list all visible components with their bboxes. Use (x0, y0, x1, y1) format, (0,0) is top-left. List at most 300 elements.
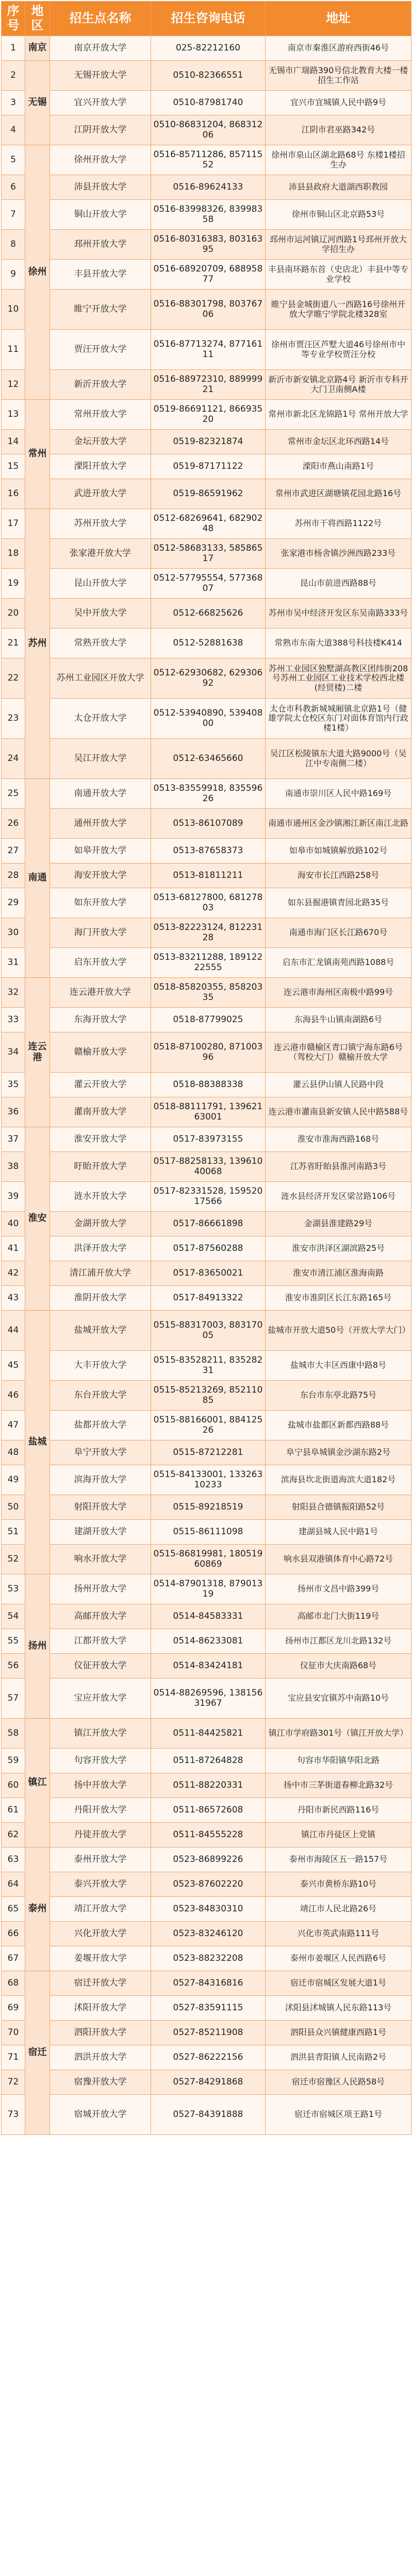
address: 连云港市海州区南极中路99号 (266, 978, 411, 1008)
phone-number: 0511-84425821 (151, 1719, 266, 1749)
address: 常州市金坛区北环西路14号 (266, 430, 411, 454)
address: 溧阳市燕山南路1号 (266, 454, 411, 479)
address: 兴化市英武南路111号 (266, 1922, 411, 1946)
table-row (2, 1798, 411, 1823)
phone-number: 0513-87658373 (151, 839, 266, 863)
campus-name: 宝应开放大学 (50, 1679, 151, 1719)
campus-name: 清江浦开放大学 (50, 1261, 151, 1286)
row-number: 31 (2, 948, 25, 978)
row-number: 72 (2, 2070, 25, 2095)
address: 徐州市贾汪区芦墅大道46号徐州市中等专业学校贾汪分校 (266, 330, 411, 370)
row-number: 14 (2, 430, 25, 454)
table-row (2, 1823, 411, 1848)
phone-number: 0519-86591962 (151, 479, 266, 509)
table-row (2, 200, 411, 230)
campus-name: 无锡开放大学 (50, 61, 151, 91)
phone-number: 0513-86107089 (151, 809, 266, 839)
phone-number: 0512-68269641, 68290248 (151, 509, 266, 539)
campus-name: 海安开放大学 (50, 863, 151, 888)
phone-number: 0517-84913322 (151, 1286, 266, 1311)
row-number: 1 (2, 36, 25, 61)
phone-number: 0516-89624133 (151, 175, 266, 200)
campus-name: 盐都开放大学 (50, 1411, 151, 1440)
campus-name: 丹阳开放大学 (50, 1798, 151, 1823)
header-phone: 招生咨询电话 (151, 2, 266, 36)
address: 盐城市开放大道50号（开放大学大门） (266, 1311, 411, 1351)
row-number: 38 (2, 1152, 25, 1182)
phone-number: 0514-87901318, 87901319 (151, 1574, 266, 1604)
campus-name: 盐城开放大学 (50, 1311, 151, 1351)
region-cell: 徐州 (25, 145, 50, 400)
phone-number: 0518-88388338 (151, 1073, 266, 1097)
address: 连云港市赣榆区青口镇宁海东路6号（驾校大门）赣榆开放大学 (266, 1032, 411, 1073)
phone-number: 0515-88317003, 88317005 (151, 1311, 266, 1351)
phone-number: 0510-82366551 (151, 61, 266, 91)
table-row (2, 1311, 411, 1351)
address: 江阴市君巫路342号 (266, 115, 411, 145)
row-number: 47 (2, 1411, 25, 1440)
campus-name: 张家港开放大学 (50, 539, 151, 569)
phone-number: 0518-85820355, 85820335 (151, 978, 266, 1008)
campus-name: 淮阴开放大学 (50, 1286, 151, 1311)
campus-name: 高邮开放大学 (50, 1604, 151, 1629)
phone-number: 0514-83424181 (151, 1654, 266, 1679)
campus-name: 苏州工业园区开放大学 (50, 658, 151, 699)
table-row (2, 1604, 411, 1629)
phone-number: 0523-86899226 (151, 1848, 266, 1872)
campus-name: 江阴开放大学 (50, 115, 151, 145)
table-row (2, 1574, 411, 1604)
table-row (2, 61, 411, 91)
address: 高邮市北门大街119号 (266, 1604, 411, 1629)
table-row (2, 400, 411, 430)
row-number: 68 (2, 1971, 25, 1996)
row-number: 69 (2, 1996, 25, 2021)
table-row (2, 739, 411, 779)
campus-name: 溧阳开放大学 (50, 454, 151, 479)
phone-number: 0516-88972310, 88999921 (151, 370, 266, 400)
table-row (2, 1996, 411, 2021)
row-number: 67 (2, 1946, 25, 1971)
table-row (2, 370, 411, 400)
address: 泗洪县青阳镇人民南路2号 (266, 2045, 411, 2070)
campus-name: 宿城开放大学 (50, 2095, 151, 2135)
phone-number: 0519-82321874 (151, 430, 266, 454)
table-row (2, 1381, 411, 1411)
address: 靖江市人民北路26号 (266, 1897, 411, 1922)
phone-number: 0527-84391888 (151, 2095, 266, 2135)
row-number: 56 (2, 1654, 25, 1679)
campus-name: 宿迁开放大学 (50, 1971, 151, 1996)
row-number: 20 (2, 599, 25, 629)
header-name: 招生点名称 (50, 2, 151, 36)
row-number: 6 (2, 175, 25, 200)
campus-name: 如皋开放大学 (50, 839, 151, 863)
campus-name: 丰县开放大学 (50, 260, 151, 290)
phone-number: 0517-86661898 (151, 1212, 266, 1236)
row-number: 30 (2, 918, 25, 948)
table-row (2, 629, 411, 658)
region-cell: 宿迁 (25, 1971, 50, 2135)
table-row (2, 230, 411, 260)
campus-name: 武进开放大学 (50, 479, 151, 509)
campus-name: 宜兴开放大学 (50, 91, 151, 115)
phone-number: 0519-87171122 (151, 454, 266, 479)
address: 睢宁县金城街道八一西路16号徐州开放大学睢宁学院北楼328室 (266, 290, 411, 330)
row-number: 55 (2, 1629, 25, 1654)
address: 盐城市盐都区新都西路88号 (266, 1411, 411, 1440)
campus-name: 徐州开放大学 (50, 145, 151, 175)
campus-name: 昆山开放大学 (50, 569, 151, 599)
region-cell: 扬州 (25, 1574, 50, 1719)
row-number: 25 (2, 779, 25, 809)
phone-number: 0514-88269596, 13815631967 (151, 1679, 266, 1719)
phone-number: 0517-83973155 (151, 1127, 266, 1152)
row-number: 59 (2, 1749, 25, 1773)
phone-number: 0516-83998326, 83998358 (151, 200, 266, 230)
phone-number: 0512-63465660 (151, 739, 266, 779)
phone-number: 0512-62930682, 62930692 (151, 658, 266, 699)
phone-number: 0516-87713274, 87716111 (151, 330, 266, 370)
row-number: 54 (2, 1604, 25, 1629)
address: 镇江市丹徒区上党镇 (266, 1823, 411, 1848)
row-number: 57 (2, 1679, 25, 1719)
campus-name: 太仓开放大学 (50, 699, 151, 739)
phone-number: 0523-84830310 (151, 1897, 266, 1922)
address: 江苏省盱眙县淮河南路3号 (266, 1152, 411, 1182)
table-row (2, 1212, 411, 1236)
row-number: 17 (2, 509, 25, 539)
row-number: 19 (2, 569, 25, 599)
address: 宿迁市宿城区项王路1号 (266, 2095, 411, 2135)
region-cell: 苏州 (25, 509, 50, 779)
table-row (2, 1008, 411, 1032)
phone-number: 0518-87100280, 87100396 (151, 1032, 266, 1073)
row-number: 37 (2, 1127, 25, 1152)
table-row (2, 1182, 411, 1212)
campus-name: 贾汪开放大学 (50, 330, 151, 370)
row-number: 15 (2, 454, 25, 479)
phone-number: 0518-87799025 (151, 1008, 266, 1032)
row-number: 52 (2, 1545, 25, 1574)
campus-name: 泰兴开放大学 (50, 1872, 151, 1897)
address: 启东市汇龙镇南苑西路1088号 (266, 948, 411, 978)
region-cell: 无锡 (25, 61, 50, 145)
table-row (2, 863, 411, 888)
table-row (2, 948, 411, 978)
row-number: 34 (2, 1032, 25, 1073)
phone-number: 0517-88258133, 13961040068 (151, 1152, 266, 1182)
phone-number: 0527-85211908 (151, 2021, 266, 2045)
table-row (2, 1465, 411, 1495)
row-number: 65 (2, 1897, 25, 1922)
region-cell: 南京 (25, 36, 50, 61)
campus-name: 镇江开放大学 (50, 1719, 151, 1749)
table-row (2, 430, 411, 454)
address: 苏州市吴中经济开发区东吴南路333号 (266, 599, 411, 629)
table-row (2, 330, 411, 370)
table-row (2, 1351, 411, 1381)
address: 阜宁县阜城镇金沙湖东路2号 (266, 1440, 411, 1465)
address: 太仓市科教新城城厢镇北京路1号（健雄学院太仓校区东门对面体育馆内行政楼1楼） (266, 699, 411, 739)
address: 无锡市广瑞路390号信北教育大楼一楼招生工作站 (266, 61, 411, 91)
phone-number: 0511-86572608 (151, 1798, 266, 1823)
row-number: 2 (2, 61, 25, 91)
phone-number: 0515-83528211, 83528231 (151, 1351, 266, 1381)
row-number: 18 (2, 539, 25, 569)
row-number: 3 (2, 91, 25, 115)
header-no: 序号 (2, 2, 25, 36)
phone-number: 0515-86111098 (151, 1520, 266, 1545)
phone-number: 0516-80316383, 80316395 (151, 230, 266, 260)
table-row (2, 175, 411, 200)
table-row (2, 658, 411, 699)
campus-name: 扬州开放大学 (50, 1574, 151, 1604)
table-body (2, 36, 411, 2135)
address: 泰州市海陵区五一路157号 (266, 1848, 411, 1872)
campus-name: 阜宁开放大学 (50, 1440, 151, 1465)
address: 淮安市清江浦区淮海南路 (266, 1261, 411, 1286)
table-row (2, 1971, 411, 1996)
address: 海安市长江西路258号 (266, 863, 411, 888)
table-row (2, 1679, 411, 1719)
phone-number: 0527-84291868 (151, 2070, 266, 2095)
address: 东海县牛山镇南湖路6号 (266, 1008, 411, 1032)
row-number: 12 (2, 370, 25, 400)
address: 南通市通州区金沙镇湘江新区南江北路 (266, 809, 411, 839)
row-number: 49 (2, 1465, 25, 1495)
campus-name: 宿豫开放大学 (50, 2070, 151, 2095)
table-row (2, 569, 411, 599)
table-row (2, 260, 411, 290)
phone-number: 0516-85711286, 85711552 (151, 145, 266, 175)
row-number: 23 (2, 699, 25, 739)
table-row (2, 1261, 411, 1286)
table-row (2, 145, 411, 175)
phone-number: 0517-87560288 (151, 1236, 266, 1261)
row-number: 22 (2, 658, 25, 699)
row-number: 73 (2, 2095, 25, 2135)
table-row (2, 115, 411, 145)
phone-number: 0511-84555228 (151, 1823, 266, 1848)
phone-number: 0513-81811211 (151, 863, 266, 888)
campus-name: 句容开放大学 (50, 1749, 151, 1773)
campus-name: 南京开放大学 (50, 36, 151, 61)
row-number: 7 (2, 200, 25, 230)
row-number: 8 (2, 230, 25, 260)
phone-number: 0527-83591115 (151, 1996, 266, 2021)
address: 扬州市文昌中路399号 (266, 1574, 411, 1604)
phone-number: 0515-86819981, 18051960869 (151, 1545, 266, 1574)
phone-number: 0510-87981740 (151, 91, 266, 115)
table-row (2, 1654, 411, 1679)
campus-name: 射阳开放大学 (50, 1495, 151, 1520)
phone-number: 0515-88166001, 88412526 (151, 1411, 266, 1440)
campus-name: 响水开放大学 (50, 1545, 151, 1574)
phone-number: 0516-88301798, 80376706 (151, 290, 266, 330)
table-row (2, 36, 411, 61)
table-row (2, 2070, 411, 2095)
address: 常州市武进区湖塘镇花园北路16号 (266, 479, 411, 509)
address: 如东县掘港镇青园北路35号 (266, 888, 411, 918)
address: 张家港市杨舍镇沙洲西路233号 (266, 539, 411, 569)
address: 句容市华阳镇华阳北路 (266, 1749, 411, 1773)
campus-name: 江都开放大学 (50, 1629, 151, 1654)
row-number: 32 (2, 978, 25, 1008)
table-row (2, 539, 411, 569)
phone-number: 0518-88111791, 13962163001 (151, 1097, 266, 1127)
table-row (2, 290, 411, 330)
address: 徐州市铜山区北京路53号 (266, 200, 411, 230)
row-number: 10 (2, 290, 25, 330)
campus-name: 大丰开放大学 (50, 1351, 151, 1381)
table-row (2, 1848, 411, 1872)
phone-number: 0515-89218519 (151, 1495, 266, 1520)
phone-number: 0517-82331528, 15952017566 (151, 1182, 266, 1212)
table-row (2, 2021, 411, 2045)
campus-name: 沛县开放大学 (50, 175, 151, 200)
campus-name: 南通开放大学 (50, 779, 151, 809)
region-cell: 镇江 (25, 1719, 50, 1848)
table-row (2, 2095, 411, 2135)
campus-name: 滨海开放大学 (50, 1465, 151, 1495)
row-number: 24 (2, 739, 25, 779)
phone-number: 0519-86691121, 86693520 (151, 400, 266, 430)
address: 常州市新北区龙锦路1号 常州开放大学 (266, 400, 411, 430)
phone-number: 0512-57795554, 57736807 (151, 569, 266, 599)
region-cell: 常州 (25, 400, 50, 509)
row-number: 5 (2, 145, 25, 175)
table-row (2, 888, 411, 918)
phone-number: 0512-53940890, 53940800 (151, 699, 266, 739)
campus-name: 泰州开放大学 (50, 1848, 151, 1872)
phone-number: 0511-87264828 (151, 1749, 266, 1773)
table-row (2, 1946, 411, 1971)
campus-name: 姜堰开放大学 (50, 1946, 151, 1971)
address: 射阳县合德镇振阳路52号 (266, 1495, 411, 1520)
region-cell: 南通 (25, 779, 50, 978)
address: 建湖县城人民中路1号 (266, 1520, 411, 1545)
table-row (2, 1872, 411, 1897)
row-number: 41 (2, 1236, 25, 1261)
row-number: 27 (2, 839, 25, 863)
address: 镇江市学府路301号（镇江开放大学） (266, 1719, 411, 1749)
phone-number: 0515-85213269, 85211085 (151, 1381, 266, 1411)
row-number: 44 (2, 1311, 25, 1351)
row-number: 45 (2, 1351, 25, 1381)
address: 沭阳县沭城镇人民东路113号 (266, 1996, 411, 2021)
table-row (2, 699, 411, 739)
address: 泰州市姜堰区人民西路6号 (266, 1946, 411, 1971)
header-city: 地区 (25, 2, 50, 36)
region-cell: 连云港 (25, 978, 50, 1127)
campus-name: 兴化开放大学 (50, 1922, 151, 1946)
row-number: 4 (2, 115, 25, 145)
address: 连云港市灌南县新安镇人民中路588号 (266, 1097, 411, 1127)
address: 金湖县淮建路29号 (266, 1212, 411, 1236)
address: 泗阳县众兴镇健康西路1号 (266, 2021, 411, 2045)
campus-name: 赣榆开放大学 (50, 1032, 151, 1073)
phone-number: 0527-84316816 (151, 1971, 266, 1996)
table-row (2, 1127, 411, 1152)
phone-number: 0523-87602220 (151, 1872, 266, 1897)
row-number: 62 (2, 1823, 25, 1848)
region-cell: 盐城 (25, 1311, 50, 1574)
row-number: 50 (2, 1495, 25, 1520)
phone-number: 0513-83559918, 83559626 (151, 779, 266, 809)
table-row (2, 1922, 411, 1946)
campus-name: 金湖开放大学 (50, 1212, 151, 1236)
table-row (2, 1411, 411, 1440)
address: 东台市东亭北路75号 (266, 1381, 411, 1411)
address: 丹阳市新民西路116号 (266, 1798, 411, 1823)
row-number: 13 (2, 400, 25, 430)
phone-number: 0513-83211288, 18912222555 (151, 948, 266, 978)
address: 沛县县政府大道湖西职教园 (266, 175, 411, 200)
phone-number: 0512-58683133, 58586517 (151, 539, 266, 569)
row-number: 46 (2, 1381, 25, 1411)
phone-number: 0516-68920709, 68895877 (151, 260, 266, 290)
address: 响水县双港镇体育中心路72号 (266, 1545, 411, 1574)
address: 常熟市东南大道388号科技楼K414 (266, 629, 411, 658)
address: 滨海县坎北街道海滨大道182号 (266, 1465, 411, 1495)
phone-number: 0514-84583331 (151, 1604, 266, 1629)
address: 仪征市大庆南路68号 (266, 1654, 411, 1679)
campus-name: 淮安开放大学 (50, 1127, 151, 1152)
row-number: 16 (2, 479, 25, 509)
header-row (2, 2, 411, 36)
campus-name: 东台开放大学 (50, 1381, 151, 1411)
campus-name: 新沂开放大学 (50, 370, 151, 400)
campus-name: 靖江开放大学 (50, 1897, 151, 1922)
address: 涟水县经济开发区梁岔路106号 (266, 1182, 411, 1212)
campus-name: 沭阳开放大学 (50, 1996, 151, 2021)
campus-name: 金坛开放大学 (50, 430, 151, 454)
table-row (2, 1286, 411, 1311)
campus-name: 苏州开放大学 (50, 509, 151, 539)
table-row (2, 1897, 411, 1922)
address: 南通市海门区长江路670号 (266, 918, 411, 948)
campus-name: 吴中开放大学 (50, 599, 151, 629)
table-row (2, 1073, 411, 1097)
address: 灌云县伊山镇人民路中段 (266, 1073, 411, 1097)
row-number: 71 (2, 2045, 25, 2070)
campus-name: 如东开放大学 (50, 888, 151, 918)
campus-name: 吴江开放大学 (50, 739, 151, 779)
table-row (2, 599, 411, 629)
table-row (2, 779, 411, 809)
row-number: 51 (2, 1520, 25, 1545)
row-number: 43 (2, 1286, 25, 1311)
phone-number: 0523-83246120 (151, 1922, 266, 1946)
table-row (2, 1719, 411, 1749)
campus-name: 丹徒开放大学 (50, 1823, 151, 1848)
address: 吴江区松陵镇东大道大路9000号（吴江中专南侧二楼） (266, 739, 411, 779)
phone-number: 0515-84133001, 13326310233 (151, 1465, 266, 1495)
table-row (2, 1097, 411, 1127)
table-row (2, 839, 411, 863)
phone-number: 0513-68127800, 68127803 (151, 888, 266, 918)
row-number: 53 (2, 1574, 25, 1604)
phone-number: 0513-82223124, 81223128 (151, 918, 266, 948)
campus-name: 扬中开放大学 (50, 1773, 151, 1798)
campus-name: 盱眙开放大学 (50, 1152, 151, 1182)
table-row (2, 1032, 411, 1073)
campus-name: 启东开放大学 (50, 948, 151, 978)
phone-number: 0511-88220331 (151, 1773, 266, 1798)
enrollment-table (1, 1, 411, 2135)
address: 扬中市三茅街道春柳北路32号 (266, 1773, 411, 1798)
